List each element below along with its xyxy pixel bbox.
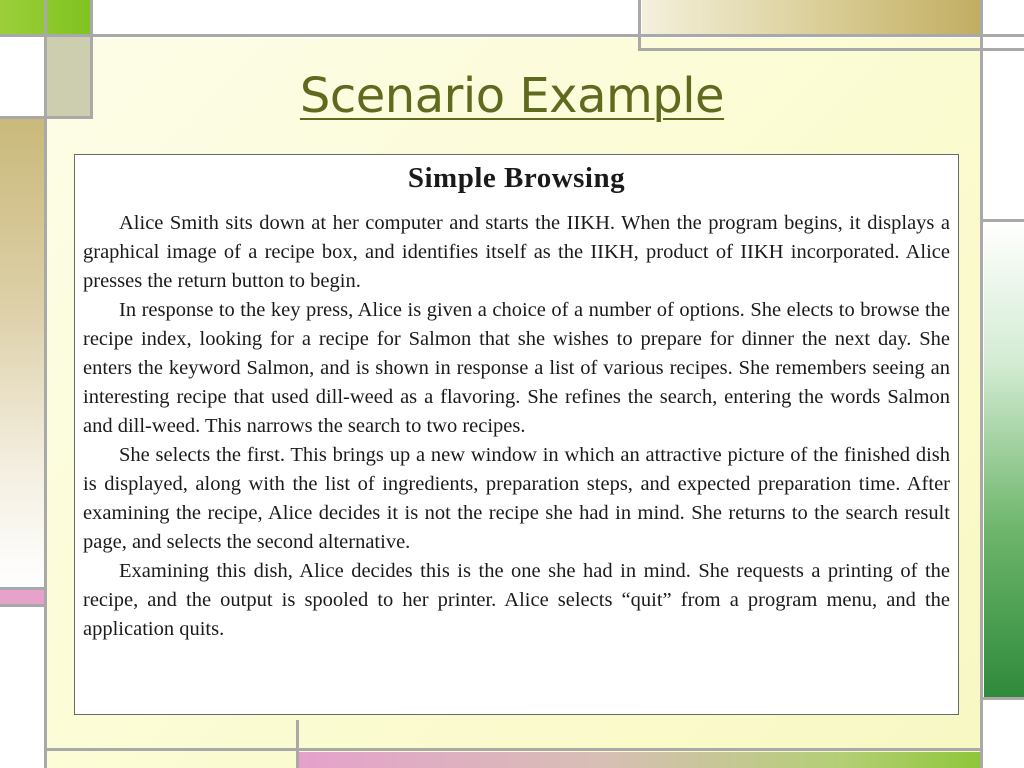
grid-line: [0, 604, 46, 607]
slide-title: Scenario Example: [299, 68, 725, 124]
left-gradient-strip: [0, 118, 44, 588]
document-paragraph: Alice Smith sits down at her computer and starts the IIKH. When the program begins, it displays a graphical image of a recipe box, and identifies itself as the IIKH, product of IIKH incorporated. Alice presses the return button to begin.: [83, 212, 950, 292]
document-heading: Simple Browsing: [407, 162, 626, 194]
top-right-tan-block: [642, 0, 980, 34]
document-paragraph: She selects the first. This brings up a new window in which an attractive picture of the finished dish is displayed, along with the list of ingredients, preparation steps, and expected preparation time. After examining the recipe, Alice decides it is not the recipe she had in mind. She returns to the search result page, and selects the second alternative.: [83, 444, 950, 553]
grid-line: [296, 720, 299, 768]
right-green-strip: [984, 222, 1024, 698]
document-box: [74, 154, 959, 715]
grid-line: [638, 0, 641, 50]
grid-line: [980, 697, 1024, 700]
document-paragraph: In response to the key press, Alice is given a choice of a number of options. She elects to browse the recipe index, looking for a recipe for Salmon that she wishes to prepare for dinner the next day. She enters the keyword Salmon, and is shown in response a list of various recipes. She remembers seeing an interesting recipe that used dill-weed as a flavoring. She refines the search, entering the words Salmon and dill-weed. This narrows the search to two recipes.: [83, 299, 950, 437]
grid-line: [0, 587, 46, 590]
document-paragraph: Examining this dish, Alice decides this is the one she had in mind. She requests a printing of the recipe, and the output is spooled to her printer. Alice selects “quit” from a program menu, and the application quits.: [83, 560, 950, 640]
grid-line: [638, 48, 1024, 51]
grid-line: [46, 748, 982, 751]
left-pink-strip: [0, 590, 44, 604]
bottom-gradient-strip: [298, 752, 982, 768]
grid-line: [980, 219, 1024, 222]
grid-line: [0, 34, 1024, 37]
